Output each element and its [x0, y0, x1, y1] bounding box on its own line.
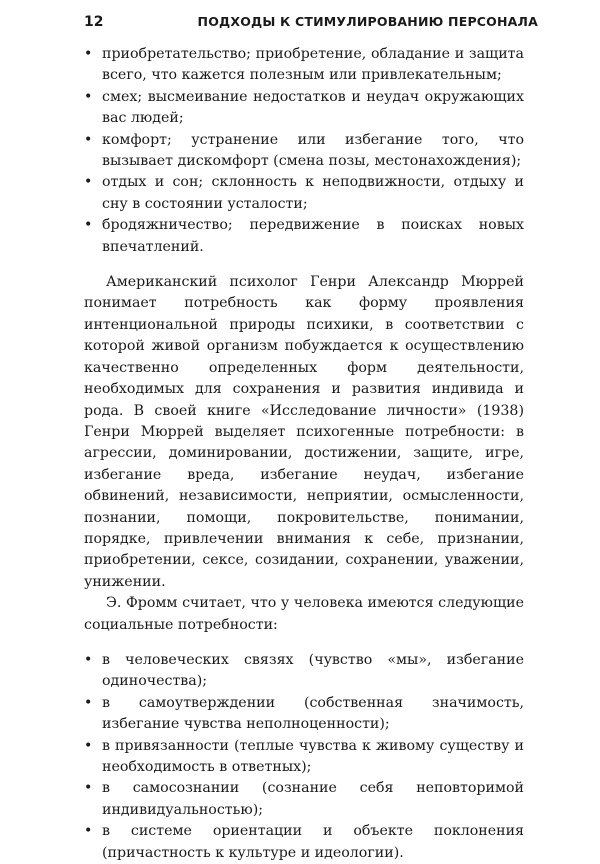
list-item: • в самосознании (сознание себя неповторимой индивидуальностью);: [84, 778, 524, 821]
page-body: [84, 44, 524, 864]
list-item: • в системе ориентации и объекте поклонения (причастность к культуре и идеологии).: [84, 821, 524, 864]
paragraph-murray: Американский психолог Генри Александр Мюррей понимает потребность как форму проявления интенциональной природы психики, в соответствии с которой живой организм побуждается к осуществлению качественно определенных форм деятельности, необходимых для сохранения и развития индивида и рода. В своей книге «Исследование личности» (1938) Генри Мюррей выделяет психогенные потребности: в агрессии, доминировании, достижении, защите, игре, избегание вреда, избегание неудач, избегание обвинений, независимости, неприятии, осмысленности, познании, помощи, покровительстве, понимании, порядке, привлечении внимания к себе, признании, приобретении, сексе, созидании, сохранении, уважении, унижении.: [84, 274, 524, 590]
running-title: ПОДХОДЫ К СТИМУЛИРОВАНИЮ ПЕРСОНАЛА: [197, 14, 538, 29]
list-item: • отдых и сон; склонность к неподвижности, отдыху и сну в состоянии усталости;: [84, 172, 524, 215]
list-item: • комфорт; устранение или избегание того, что вызывает дискомфорт (смена позы, местонахождения);: [84, 130, 524, 173]
list-item: • смех; высмеивание недостатков и неудач окружающих вас людей;: [84, 87, 524, 130]
page-number: 12: [84, 14, 104, 30]
list-item: • в человеческих связях (чувство «мы», избегание одиночества);: [84, 650, 524, 693]
list-item: • приобретательство; приобретение, обладание и защита всего, что кажется полезным или привлекательным;: [84, 44, 524, 87]
list-item: • в привязанности (теплые чувства к живому существу и необходимость в ответных);: [84, 736, 524, 779]
bullet-list-social-needs: [84, 650, 524, 864]
list-item: • в самоутверждении (собственная значимость, избегание чувства неполноценности);: [84, 693, 524, 736]
list-item: • бродяжничество; передвижение в поисках новых впечатлений.: [84, 215, 524, 258]
paragraph-fromm: Э. Фромм считает, что у человека имеются следующие социальные потребности:: [84, 595, 524, 633]
bullet-list-instincts: [84, 44, 524, 258]
